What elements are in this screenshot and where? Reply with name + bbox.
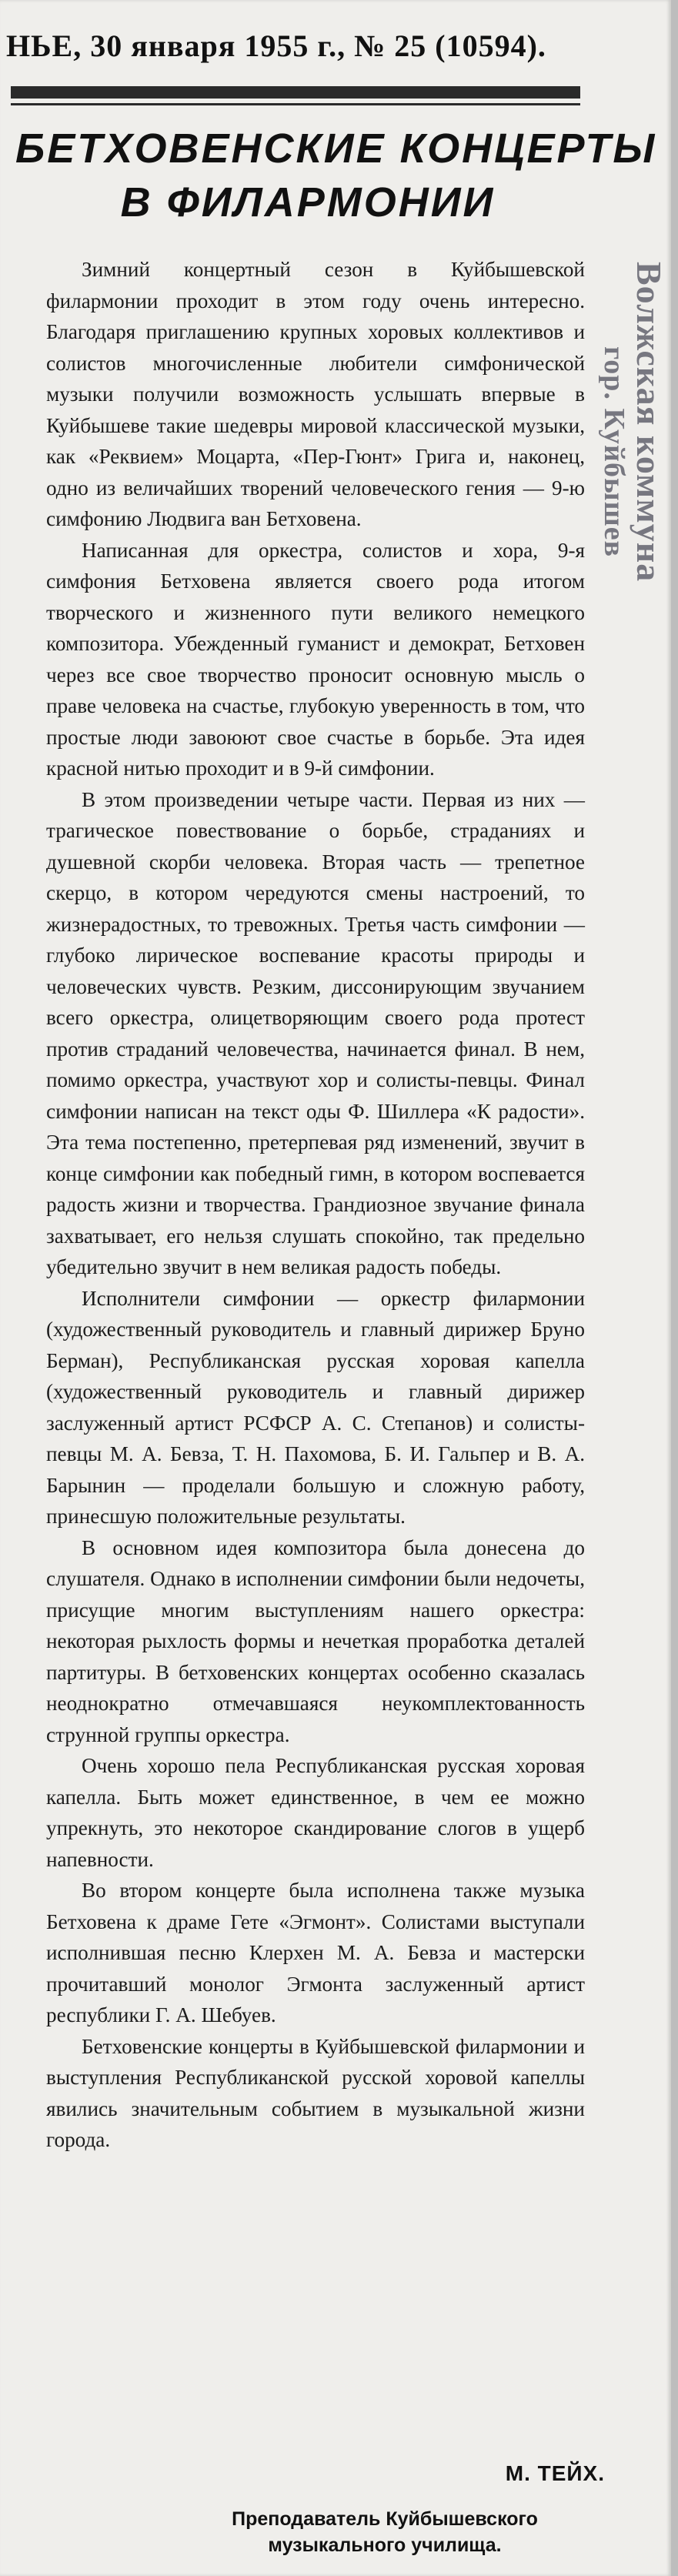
article-body: [46, 254, 585, 2156]
header-rule-thin: [11, 103, 580, 105]
paragraph-2: Написанная для оркестра, солистов и хора, 9-я симфония Бетховена является своего рода итогом творческого и жизненного пути великого немецкого композитора. Убежденный гуманист и демократ, Бетховен через все свое творчество проносит основную мысль о праве человека на счастье, глубокую уверенность в том, что простые люди завоюют свое счастье в борьбе. Эта идея красной нитью проходит и в 9-й симфонии.: [46, 538, 585, 780]
paragraph-8: Бетховенские концерты в Куйбышевской филармонии и выступления Республиканской русской хоровой капеллы явились значительным событием в музыкальной жизни города.: [46, 2034, 585, 2151]
paragraph-5: В основном идея композитора была донесена до слушателя. Однако в исполнении симфонии были недочеты, присущие многим выступлениям нашего оркестра: некоторая рыхлость формы и нечеткая проработка деталей партитуры. В бетховенских концертах особенно сказалась неоднократно отмечавшаяся неукомплектованность струнной группы оркестра.: [46, 1535, 585, 1746]
paragraph-7: Во втором концерте была исполнена также музыка Бетховена к драме Гете «Эгмонт». Солистами выступали исполнившая песню Клерхен М. А. Бевза и мастерски прочитавший монолог Эгмонта заслуженный артист республики Г. А. Шебуев.: [46, 1879, 585, 2026]
library-stamp: [573, 262, 678, 754]
author-title-line-2: музыкального училища.: [268, 2534, 502, 2556]
author-title-line-1: Преподаватель Куйбышевского: [232, 2508, 538, 2530]
paragraph-3: В этом произведении четыре части. Первая из них — трагическое повествование о борьбе, страданиях и душевной скорби человека. Вторая часть — трепетное скерцо, в котором чередуются смены настроений, то жизнерадостных, то тревожных. Третья часть симфонии — глубоко лирическое воспевание красоты природы и человеческих чувств. Резким, диссонирующим звучанием всего оркестра, олицетворяющим своего рода протест против страданий человечества, начинается финал. В нем, помимо оркестра, участвуют хор и солисты-певцы. Финал симфонии написан на текст оды Ф. Шиллера «К радости». Эта тема постепенно, претерпевая ряд изменений, звучит в конце симфонии как победный гимн, в котором воспевается радость жизни и творчества. Грандиозное звучание финала захватывает, его нельзя слушать спокойно, так предельно убедительно звучит в нем великая радость победы.: [46, 787, 585, 1278]
headline-line-2: В ФИЛАРМОНИИ: [120, 179, 496, 226]
paragraph-6: Очень хорошо пела Республиканская русская хоровая капелла. Быть может единственное, в чем ее можно упрекнуть, это некоторое скандирование слогов в ущерб напевности.: [46, 1754, 585, 1871]
author-signature: М. ТЕЙХ.: [505, 2461, 605, 2485]
paragraph-1: Зимний концертный сезон в Куйбышевской филармонии проходит в этом году очень интересно. Благодаря приглашению крупных хоровых коллективов и солистов многочисленные любители симфонической музыки получили возможность услышать впервые в Куйбышеве такие шедевры мировой классической музыки, как «Реквием» Моцарта, «Пер-Гюнт» Грига и, наконец, одно из величайших творений человеческого гения — 9-ю симфонию Людвига ван Бетховена.: [46, 258, 585, 530]
stamp-newspaper-name: Волжская коммуна: [630, 262, 669, 583]
header-rule-thick: [11, 86, 580, 99]
article-headline: [15, 122, 657, 229]
stamp-city: гор. Куйбышев: [598, 346, 630, 558]
issue-header: НЬЕ, 30 января 1955 г., № 25 (10594).: [6, 28, 546, 63]
headline-line-1: БЕТХОВЕНСКИЕ КОНЦЕРТЫ: [15, 125, 657, 172]
author-title: [169, 2506, 600, 2558]
paragraph-4: Исполнители симфонии — оркестр филармонии (художественный руководитель и главный дирижер Бруно Берман), Республиканская русская хоровая капелла (художественный руководитель и главный дирижер заслуженный артист РСФСР А. С. Степанов) и солисты-певцы М. А. Бевза, Т. Н. Пахомова, Б. И. Гальпер и В. А. Барынин — проделали большую и сложную работу, принесшую положительные результаты.: [46, 1286, 585, 1528]
